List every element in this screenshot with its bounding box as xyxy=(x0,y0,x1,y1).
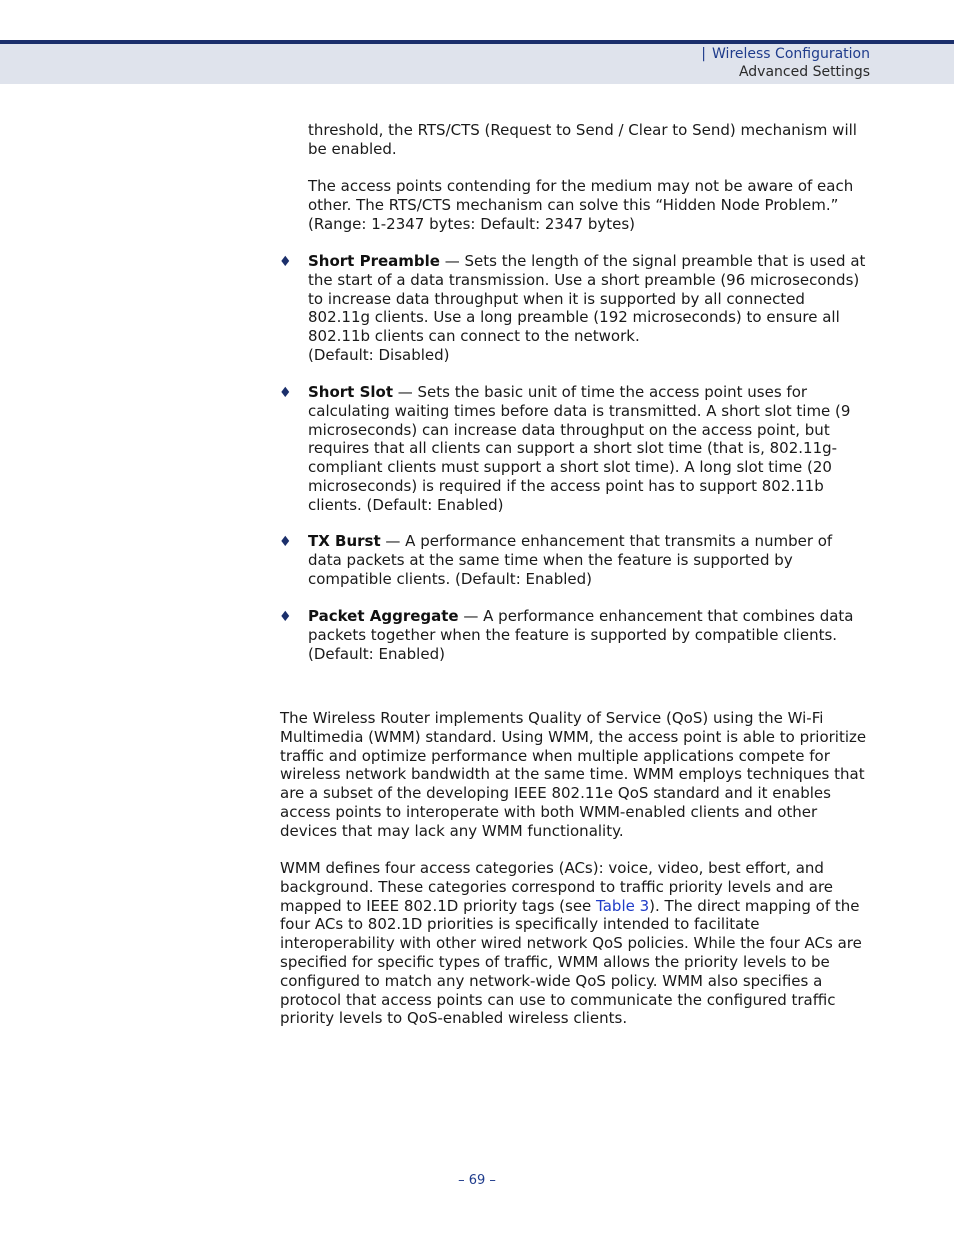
header-section: Advanced Settings xyxy=(738,64,870,80)
bullet-diamond-icon: ♦ xyxy=(279,254,292,270)
page-number: – 69 – xyxy=(458,1173,496,1188)
header-separator: | xyxy=(701,46,707,62)
qos-p2-after: ). The direct mapping of the four ACs to 802.1D priorities is specifically intended to facilitate interoperability with other wired network QoS policies. While the four ACs are specified for specific types of traffic, WMM allows the priority levels to be configured to match any network-wide QoS policy. WMM also specifies a protocol that access points can use to communicate the configured traffic priority levels to QoS-enabled wireless clients. xyxy=(280,896,862,1028)
term-short-preamble: Short Preamble xyxy=(308,252,440,270)
desc-short-preamble: — Sets the length of the signal preamble that is used at the start of a data transmission. Use a short preamble (96 microseconds) to increase data throughput when it is supported by all connected 802.11g clients. Use a long preamble (192 microseconds) to ensure all 802.11b clients can connect to the network. xyxy=(308,252,866,346)
desc-short-slot: — Sets the basic unit of time the access point uses for calculating waiting times before data is transmitted. A short slot time (9 microseconds) can increase data throughput on the access point, but requires that all clients can support a short slot time (that is, 802.11g-compliant clients must support a short slot time). A long slot time (20 microseconds) is required if the access point has to support 802.11b clients. (Default: Enabled) xyxy=(308,383,851,514)
bullet-diamond-icon: ♦ xyxy=(279,534,292,550)
default-short-preamble: (Default: Disabled) xyxy=(308,345,450,364)
intro-paragraph-1: threshold, the RTS/CTS (Request to Send / Clear to Send) mechanism will be enabled. xyxy=(308,121,857,158)
running-header xyxy=(701,45,870,81)
desc-packet-aggregate: — A performance enhancement that combines data packets together when the feature is supported by compatible clients. (Default: Enabled) xyxy=(308,607,854,663)
desc-tx-burst: — A performance enhancement that transmits a number of data packets at the same time when the feature is supported by compatible clients. (Default: Enabled) xyxy=(308,532,833,588)
qos-paragraph-1: The Wireless Router implements Quality of Service (QoS) using the Wi-Fi Multimedia (WMM) standard. Using WMM, the access point is able to prioritize traffic and optimize performance when multiple applications compete for wireless network bandwidth at the same time. WMM employs techniques that are a subset of the developing IEEE 802.11e QoS standard and it enables access points to interoperate with both WMM-enabled clients and other devices that may lack any WMM functionality. xyxy=(280,709,867,840)
list-item-short-slot xyxy=(308,383,868,515)
qos-p2-before: WMM defines four access categories (ACs): voice, video, best effort, and background. These categories correspond to traffic priority levels and are mapped to IEEE 802.1D priority tags (see xyxy=(280,859,834,915)
intro-paragraph-2: The access points contending for the medium may not be aware of each other. The RTS/CTS mechanism can solve this “Hidden Node Problem.” (Range: 1-2347 bytes: Default: 2347 bytes) xyxy=(308,177,854,233)
term-packet-aggregate: Packet Aggregate xyxy=(308,607,459,625)
bullet-diamond-icon: ♦ xyxy=(279,385,292,401)
qos-paragraph-2 xyxy=(280,859,868,1028)
list-item-tx-burst xyxy=(308,532,868,588)
header-chapter: Wireless Configuration xyxy=(712,46,870,62)
term-short-slot: Short Slot xyxy=(308,383,393,401)
list-item-short-preamble xyxy=(308,252,868,365)
bullet-diamond-icon: ♦ xyxy=(279,609,292,625)
table-3-link[interactable]: Table 3 xyxy=(596,896,650,915)
term-tx-burst: TX Burst xyxy=(308,532,381,550)
list-item-packet-aggregate xyxy=(308,607,868,663)
